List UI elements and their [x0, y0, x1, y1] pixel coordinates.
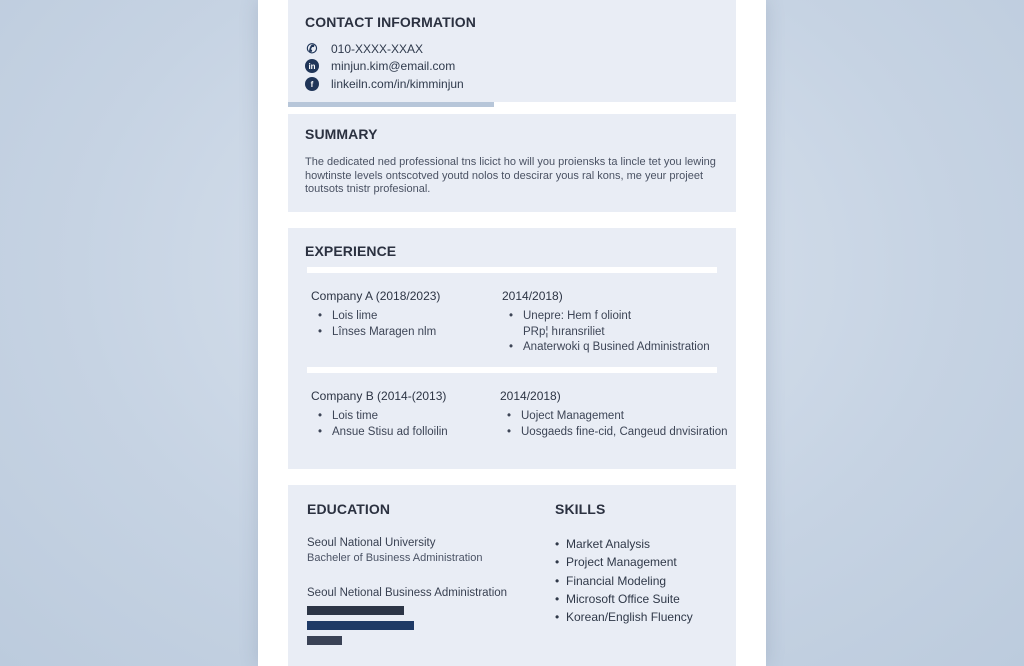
summary-line: toutsots tnistr profesional.: [305, 183, 431, 195]
job-b-left: [311, 389, 448, 440]
job-title: 2014/2018): [500, 389, 561, 403]
list-item: • Uosgaeds fine-cid, Cangeud dnvisiration: [500, 425, 727, 441]
job-b-right: [500, 389, 727, 440]
resume-sheet: [258, 0, 766, 666]
redacted-bar: [307, 606, 404, 615]
divider: [307, 267, 717, 273]
list-item: • Uoject Management: [500, 409, 727, 425]
summary-line: howtinste levels ontscotved youtd nolos to descirar yous ral kons, me yeur projeet: [305, 169, 704, 182]
list-item: • Lois time: [311, 409, 448, 425]
job-title: Company A (2018/2023): [311, 289, 441, 303]
education-school: Seoul National University: [307, 537, 436, 549]
list-item: PRp¦ hıransriliet: [523, 325, 605, 338]
skill-item: • Market Analysis: [555, 537, 650, 551]
education-skills-section: [288, 485, 736, 666]
phone-icon: ✆: [306, 41, 318, 56]
accent-bar: [288, 102, 494, 107]
experience-heading: EXPERIENCE: [305, 243, 397, 259]
contact-heading: CONTACT INFORMATION: [305, 14, 476, 30]
redacted-bar: [307, 621, 414, 630]
experience-section: [288, 228, 736, 469]
contact-section: [288, 0, 736, 102]
list-item: • Lînses Maragen nlm: [311, 325, 440, 341]
linkedin-icon: in: [305, 59, 319, 73]
summary-line: The dedicated ned professional tns licict ho will you proiensks ta lincle tet you lewing: [305, 156, 716, 168]
redacted-bar: [307, 636, 342, 645]
education-school-2: Seoul Netional Business Administration: [307, 587, 508, 599]
list-item: • Ansue Stisu ad folloilin: [311, 425, 448, 441]
contact-phone-row: [305, 41, 423, 57]
skill-item: • Project Management: [555, 555, 677, 569]
contact-phone: 010-XXXX-XXAX: [331, 42, 424, 56]
summary-section: [288, 114, 736, 212]
skill-item: • Financial Modeling: [555, 574, 666, 588]
divider: [307, 367, 717, 373]
job-a-right: [502, 289, 710, 356]
education-degree: Bacheler of Business Administration: [307, 552, 483, 564]
contact-email[interactable]: minjun.kim@email.com: [331, 59, 456, 73]
summary-heading: SUMMARY: [305, 126, 378, 142]
contact-email-row: [305, 58, 455, 74]
list-item: • Anaterwoki q Busined Administration: [502, 340, 710, 356]
skills-heading: SKILLS: [555, 501, 606, 517]
education-heading: EDUCATION: [307, 501, 391, 517]
list-item: • Unepre: Hem f olioint: [502, 309, 710, 325]
skill-item: • Korean/English Fluency: [555, 610, 693, 624]
summary-text: [305, 156, 717, 197]
job-title: Company B (2014-(2013): [311, 389, 447, 403]
list-item: • Lois lime: [311, 309, 440, 325]
job-a-left: [311, 289, 440, 340]
linkedin-icon: f: [305, 77, 319, 91]
contact-linkedin-row: [305, 76, 464, 92]
contact-linkedin[interactable]: linkeiln.com/in/kimminjun: [331, 77, 464, 91]
job-title: 2014/2018): [502, 289, 563, 303]
skill-item: • Microsoft Office Suite: [555, 592, 680, 606]
